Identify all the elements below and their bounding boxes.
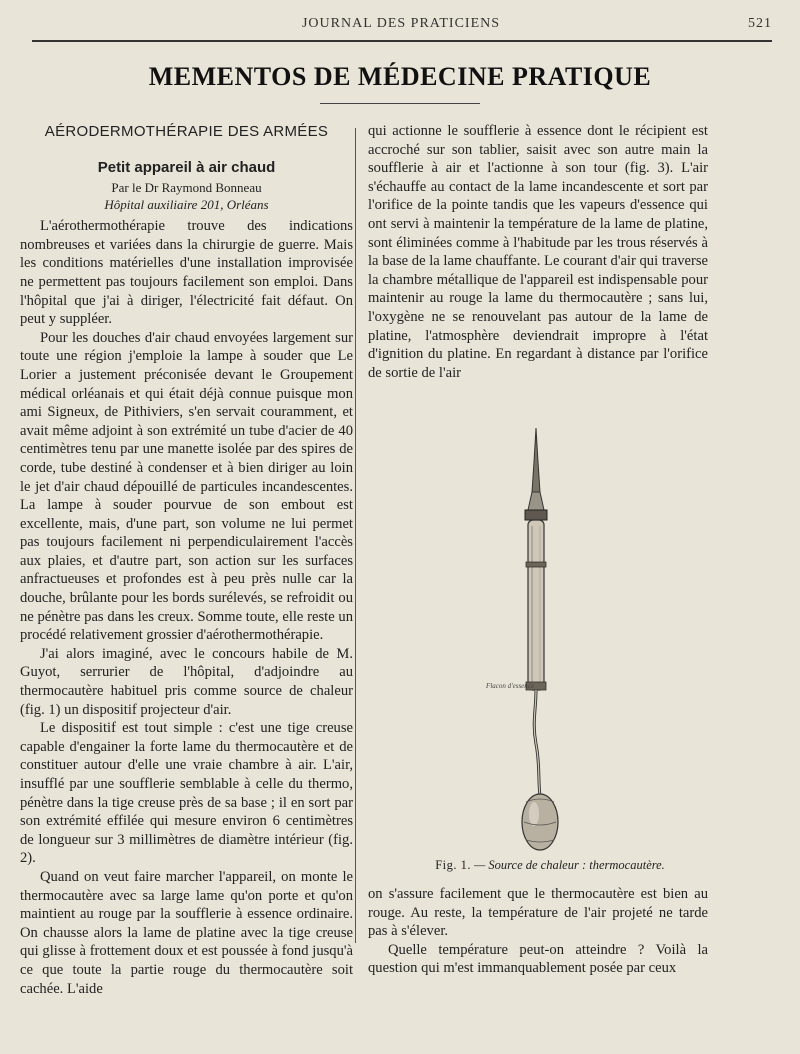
paragraph: Quelle température peut-on atteindre ? Voilà la question qui m'est immanquablement posée par ceux xyxy=(368,941,708,977)
affiliation: Hôpital auxiliaire 201, Orléans xyxy=(104,197,269,213)
paragraph: qui actionne le soufflerie à essence dont le récipient est accroché sur son tablier, saisit avec son autre main la soufflerie à air et l'actionne à son tour (fig. 3). L'air s'échauffe au contact de la lame incandescente et sort par l'orifice de la pointe tandis que les vapeurs d'essence qui ont servi à maintenir la température de la lame de platine, sont éliminées comme à l'habitude par les trous réservés à la base de la lame chauffante. Le courant d'air qui traverse la chambre métallique de l'appareil est indispensable pour maintenir au rouge la lame du thermocautère ; sans lui, l'oxygène ne se renouvelant pas autour de la lame de platine, l'atmosphère deviendrait impropre à l'état d'ignition du platine. En regardant à distance par l'orifice de sortie de l'air xyxy=(368,123,708,381)
byline: Par le Dr Raymond Bonneau xyxy=(111,180,262,196)
article-title: Petit appareil à air chaud xyxy=(97,158,276,176)
left-column xyxy=(20,120,353,998)
journal-title: JOURNAL DES PRATICIENS xyxy=(301,16,501,31)
main-title: MEMENTOS DE MÉDECINE PRATIQUE xyxy=(148,62,652,91)
title-rule xyxy=(320,103,480,104)
running-head xyxy=(30,14,772,36)
flacon-label: Flacon d'essence xyxy=(486,682,534,691)
paragraph: Pour les douches d'air chaud envoyées largement sur toute une région j'emploie la lampe à souder que Le Lorier a justement préconisée devant le Groupement médical orléanais et qui était déjà connue puisque mon ami Signeux, de Pithiviers, s'en servait couramment, et avait même adjoint à son extrémité un tube d'acier de 40 centimètres tenu par une manette isolée par des spires de corde, tube destiné à condenser et à bien diriger au loin le jet d'air chaud dépouillé de particules incandescentes. La lampe à souder pourvue de son embout est excellente, mais, d'une part, son volume ne lui permet pas toujours facilement ni perpendiculairement l'accès aux plaies, et d'autre part, son action sur les surfaces anfractueuses et profondes est à peu près nulle car la douche, brûlante pour les bords surélevés, se refroidit ou ne pénètre pas dans les creux. Somme toute, elle reste un procédé relativement grossier d'aérothermothérapie. xyxy=(20,329,353,644)
section-title: AÉRODERMOTHÉRAPIE DES ARMÉES xyxy=(44,123,329,140)
page-number: 521 xyxy=(748,16,772,31)
paragraph: on s'assure facilement que le thermocautère est bien au rouge. Au reste, la température de l'air projeté ne tarde pas à s'élever. xyxy=(368,885,708,940)
header-rule xyxy=(32,40,772,42)
paragraph: J'ai alors imaginé, avec le concours habile de M. Guyot, serrurier de l'hôpital, d'adjoindre au thermocautère habituel pris comme source de chaleur (fig. 1) un dispositif projecteur d'air. xyxy=(20,645,353,718)
paragraph: Le dispositif est tout simple : c'est une tige creuse capable d'engainer la forte lame du thermocautère et de constituer autour d'elle une vraie chambre à air. L'air, insufflé par une soufflerie semblable à celle du thermo, pénètre dans la tige creuse près de sa base ; il en sort par son extrémité effilée qui mesure environ 6 centimètres de longueur sur 3 millimètres de diamètre intérieur (fig. 2). xyxy=(20,720,353,867)
caption-label: Fig. 1. xyxy=(435,858,471,873)
figure-caption xyxy=(368,856,708,875)
right-column xyxy=(368,122,708,978)
column-divider xyxy=(355,128,356,943)
paragraph: Quand on veut faire marcher l'appareil, on monte le thermocautère avec sa large lame qu'on porte et qu'on maintient au rouge par la soufflerie à essence ordinaire. On chausse alors la lame de platine avec la tige creuse qui glisse à frottement doux et est poussée à fond jusqu'à ce que toute la partie rouge du thermocautère soit cachée. L'aide xyxy=(20,868,353,997)
figure-thermocautere xyxy=(368,392,708,852)
thermocautere-illustration xyxy=(368,392,708,852)
caption-text: — Source de chaleur : thermocautère. xyxy=(474,858,665,873)
paragraph: L'aérothermothérapie trouve des indications nombreuses et variées dans la chirurgie de guerre. Mais les conditions matérielles d'une installation improvisée ne permettent pas toujours facilement son emploi. Dans l'hôpital que j'ai à diriger, l'électricité fait défaut. On peut y suppléer. xyxy=(20,218,353,328)
